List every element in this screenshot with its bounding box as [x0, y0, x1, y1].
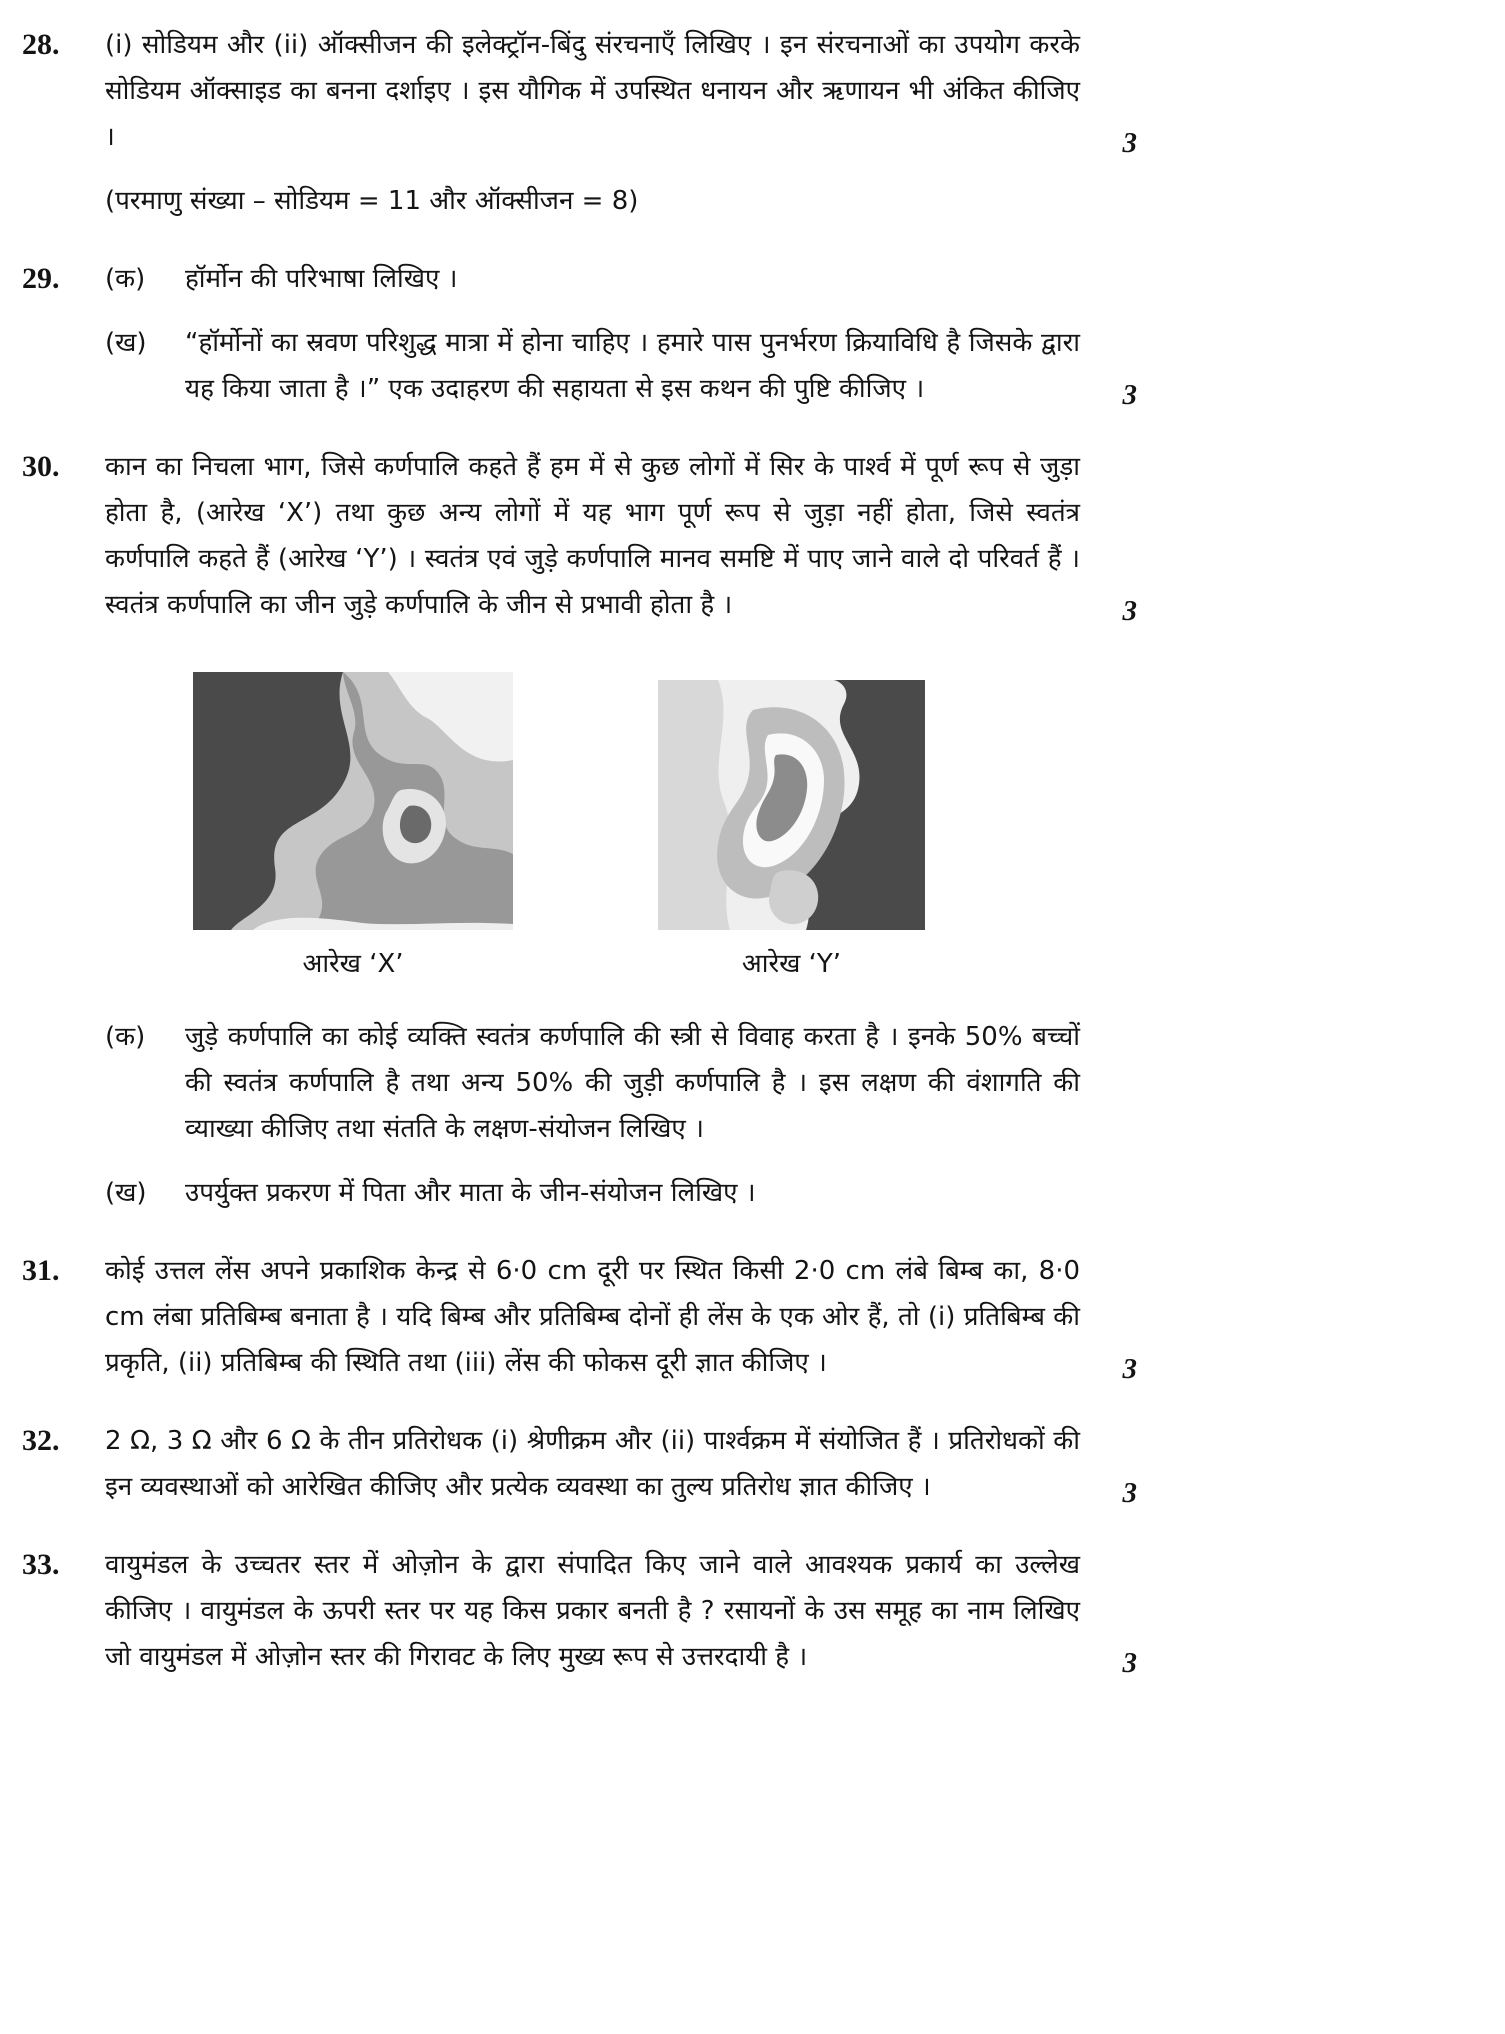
- figure-attached-earlobe: [193, 672, 513, 984]
- question-32-text: 2 Ω, 3 Ω और 6 Ω के तीन प्रतिरोधक (i) श्रेणीक्रम और (ii) पार्श्वक्रम में संयोजित हैं । प्रतिरोधकों की इन व्यवस्थाओं को आरेखित कीजिए और प्रत्येक व्यवस्था का तुल्य प्रतिरोध ज्ञात कीजिए ।: [105, 1426, 1080, 1502]
- part-text: “हॉर्मोनों का स्रवण परिशुद्ध मात्रा में होना चाहिए । हमारे पास पुनर्भरण क्रियाविधि है जिसके द्वारा यह किया जाता है ।” एक उदाहरण की सहायता से इस कथन की पुष्टि कीजिए ।: [185, 328, 1080, 404]
- part-text: उपर्युक्त प्रकरण में पिता और माता के जीन-संयोजन लिखिए ।: [185, 1178, 756, 1208]
- question-29-marks: 3: [1122, 379, 1137, 411]
- figure-free-earlobe: [658, 680, 925, 984]
- question-30: [22, 444, 1505, 1216]
- question-28-marks: 3: [1122, 127, 1137, 159]
- question-33-text: वायुमंडल के उच्चतर स्तर में ओज़ोन के द्वारा संपादित किए जाने वाले आवश्यक प्रकार्य का उल्लेख कीजिए । वायुमंडल के ऊपरी स्तर पर यह किस प्रकार बनती है ? रसायनों के उस समूह का नाम लिखिए जो वायुमंडल में ओज़ोन स्तर की गिरावट के लिए मुख्य रूप से उत्तरदायी है ।: [105, 1550, 1080, 1672]
- question-28: [22, 22, 1505, 224]
- question-33-number: 33.: [22, 1548, 60, 1581]
- part-label: (ख): [105, 328, 147, 358]
- question-30-text: कान का निचला भाग, जिसे कर्णपालि कहते हैं हम में से कुछ लोगों में सिर के पार्श्व में पूर्ण रूप से जुड़ा होता है, (आरेख ‘X’) तथा कुछ अन्य लोगों में यह भाग पूर्ण रूप से जुड़ा नहीं होता, जिसे स्वतंत्र कर्णपालि कहते हैं (आरेख ‘Y’) । स्वतंत्र एवं जुड़े कर्णपालि मानव समष्टि में पाए जाने वाले दो परिवर्त हैं । स्वतंत्र कर्णपालि का जीन जुड़े कर्णपालि के जीन से प्रभावी होता है ।: [105, 452, 1080, 620]
- figure-y-caption: आरेख ‘Y’: [741, 949, 842, 979]
- question-28-note: (परमाणु संख्या – सोडियम = 11 और ऑक्सीजन = 8): [105, 186, 639, 216]
- question-30-number: 30.: [22, 450, 60, 483]
- question-29-part-b: [105, 320, 1137, 412]
- question-31-number: 31.: [22, 1254, 60, 1287]
- question-29-part-a: [105, 256, 1080, 302]
- question-28-number: 28.: [22, 28, 60, 61]
- question-31: [22, 1248, 1505, 1386]
- part-label: (क): [105, 1022, 146, 1052]
- question-30-marks: 3: [1122, 595, 1137, 627]
- question-30-part-a: [105, 1014, 1080, 1152]
- question-30-part-b: [105, 1170, 1080, 1216]
- question-31-text: कोई उत्तल लेंस अपने प्रकाशिक केन्द्र से 6·0 cm दूरी पर स्थित किसी 2·0 cm लंबे बिम्ब का, 8·0 cm लंबा प्रतिबिम्ब बनाता है । यदि बिम्ब और प्रतिबिम्ब दोनों ही लेंस के एक ओर हैं, तो (i) प्रतिबिम्ब की प्रकृति, (ii) प्रतिबिम्ब की स्थिति तथा (iii) लेंस की फोकस दूरी ज्ञात कीजिए ।: [105, 1256, 1080, 1378]
- question-28-text: (i) सोडियम और (ii) ऑक्सीजन की इलेक्ट्रॉन-बिंदु संरचनाएँ लिखिए । इन संरचनाओं का उपयोग करके सोडियम ऑक्साइड का बनना दर्शाइए । इस यौगिक में उपस्थित धनायन और ऋणायन भी अंकित कीजिए ।: [105, 30, 1080, 152]
- part-label: (ख): [105, 1178, 147, 1208]
- part-text: जुड़े कर्णपालि का कोई व्यक्ति स्वतंत्र कर्णपालि की स्त्री से विवाह करता है । इनके 50% बच्चों की स्वतंत्र कर्णपालि है तथा अन्य 50% की जुड़ी कर्णपालि है । इस लक्षण की वंशागति की व्याख्या कीजिए तथा संतति के लक्षण-संयोजन लिखिए ।: [185, 1022, 1080, 1144]
- figure-x-caption: आरेख ‘X’: [302, 949, 404, 979]
- part-label: (क): [105, 264, 146, 294]
- question-29: [22, 256, 1505, 412]
- attached-earlobe-image: [193, 672, 513, 930]
- question-32-marks: 3: [1122, 1477, 1137, 1509]
- ear-figures-row: [193, 672, 1080, 984]
- free-earlobe-image: [658, 680, 925, 930]
- question-33: [22, 1542, 1505, 1680]
- question-32-number: 32.: [22, 1424, 60, 1457]
- question-32: [22, 1418, 1505, 1510]
- part-text: हॉर्मोन की परिभाषा लिखिए ।: [185, 264, 458, 294]
- question-29-number: 29.: [22, 262, 60, 295]
- question-31-marks: 3: [1122, 1353, 1137, 1385]
- question-33-marks: 3: [1122, 1647, 1137, 1679]
